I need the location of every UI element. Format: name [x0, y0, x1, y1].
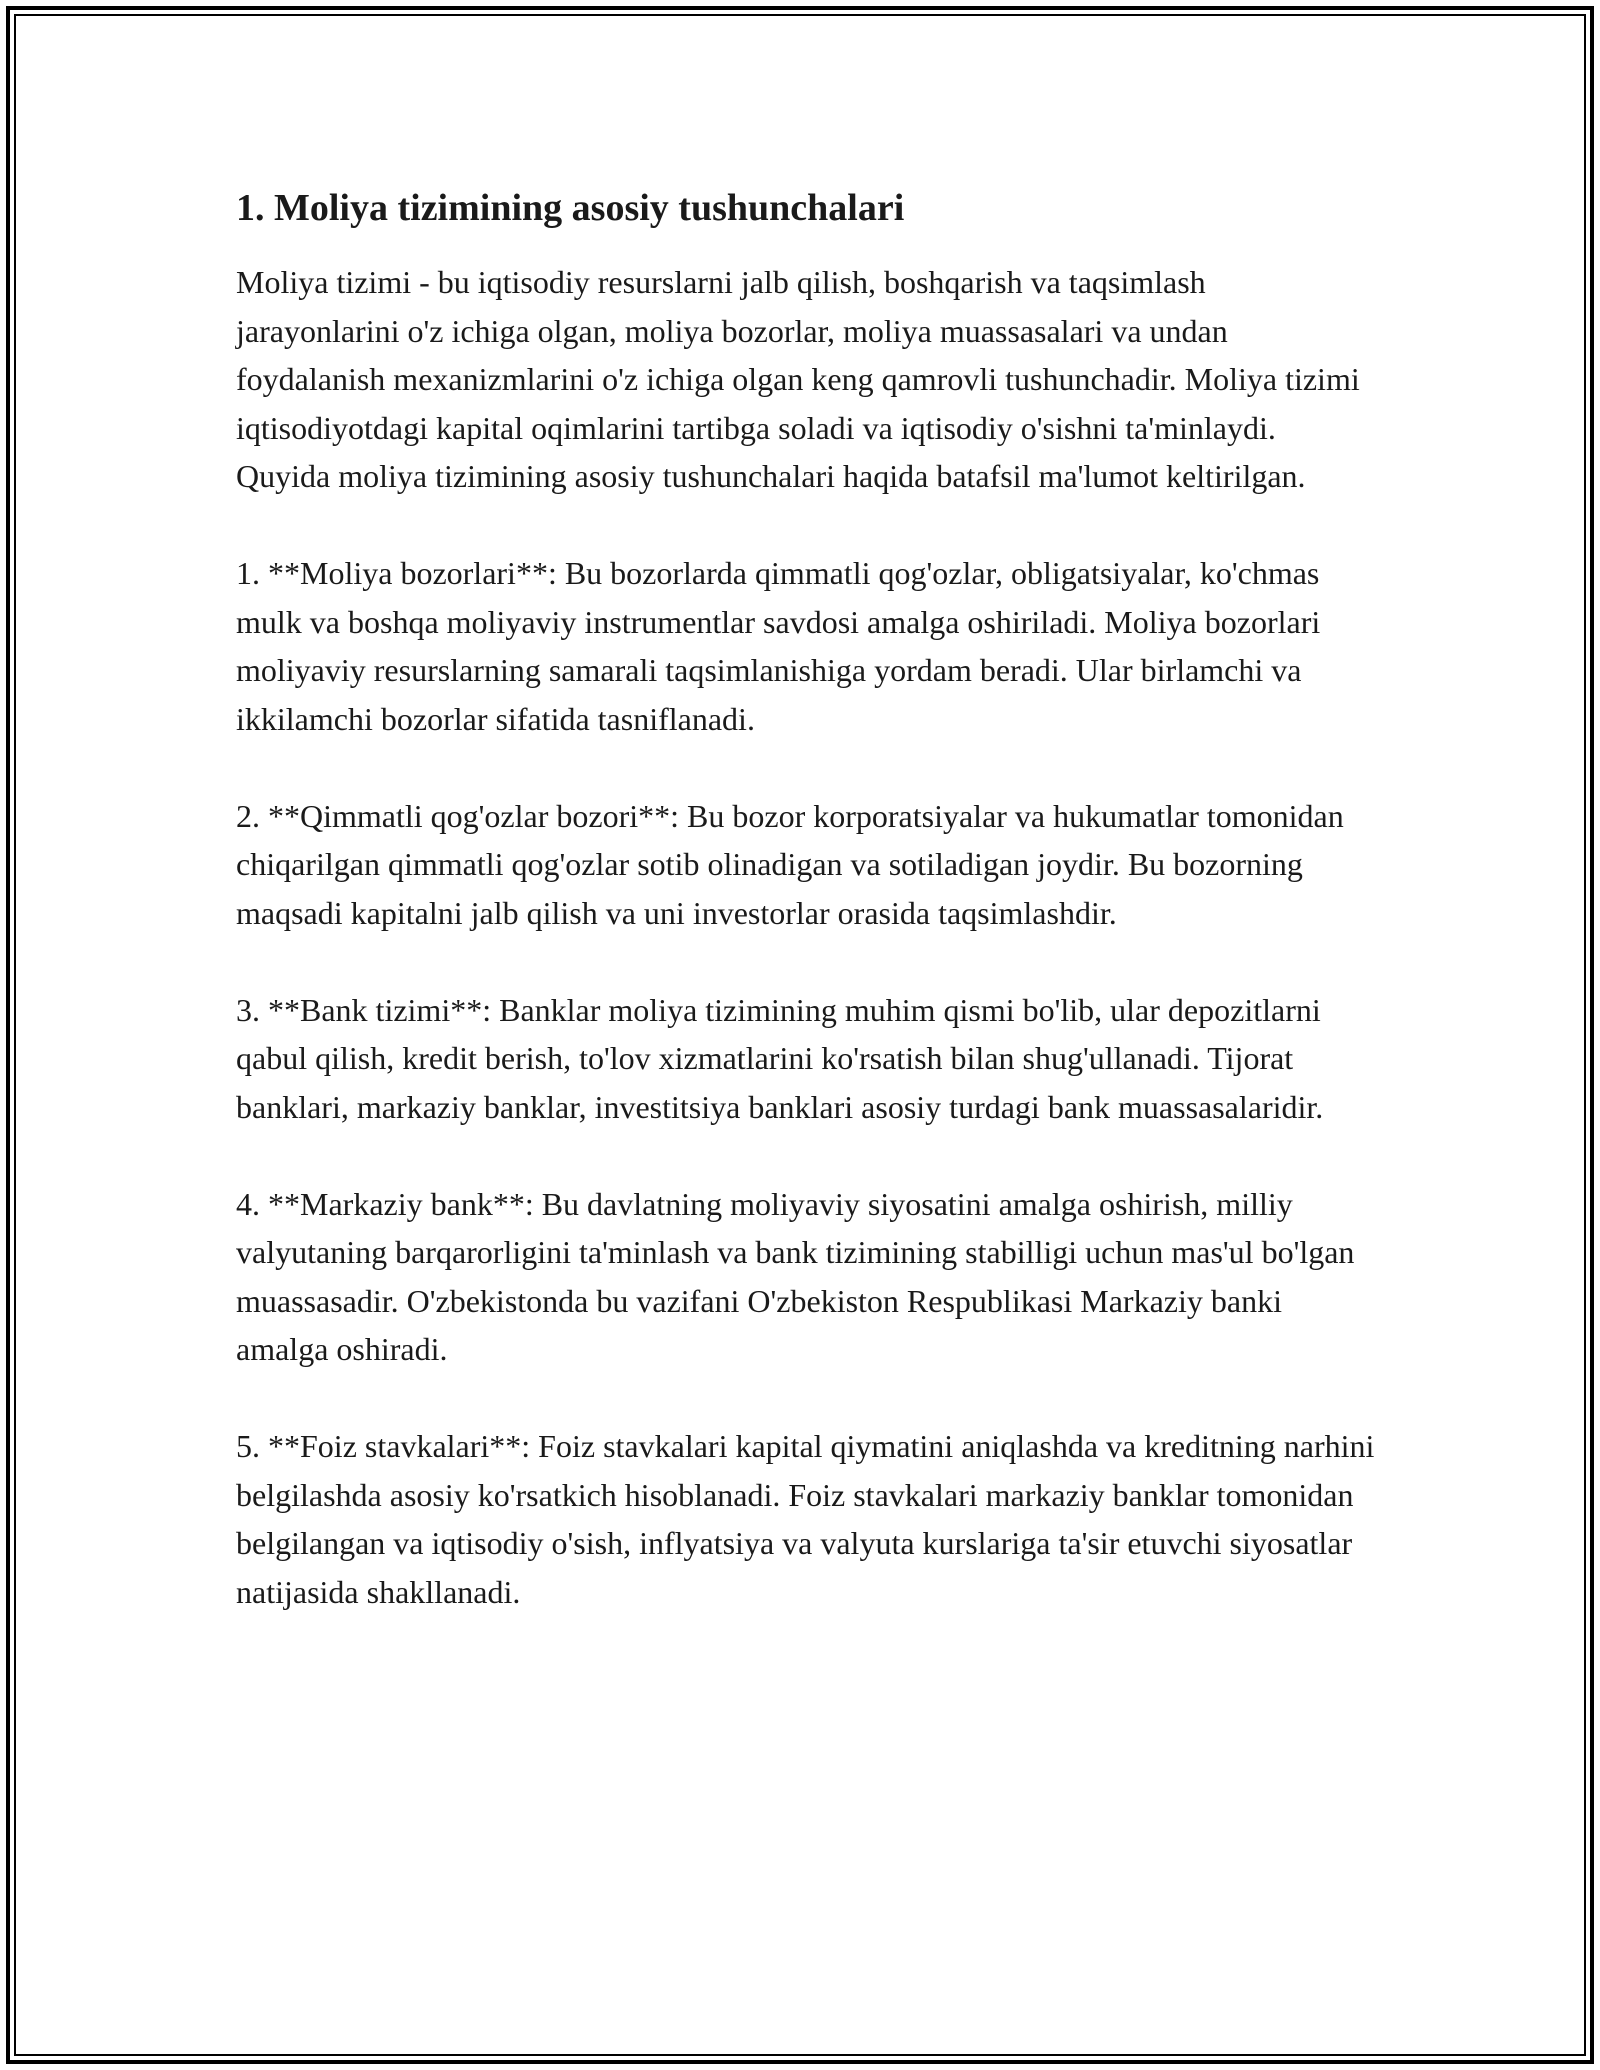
paragraph-bank-tizimi: 3. **Bank tizimi**: Banklar moliya tizimining muhim qismi bo'lib, ular depozitlarni qabul qilish, kredit berish, to'lov xizmatlarini ko'rsatish bilan shug'ullanadi. Tijorat banklari, markaziy banklar, investitsiya banklari asosiy turdagi bank muassasalaridir.	[236, 991, 1324, 1125]
paragraph-foiz-stavkalari: 5. **Foiz stavkalari**: Foiz stavkalari kapital qiymatini aniqlashda va kreditning narhini belgilashda asosiy ko'rsatkich hisoblanadi. Foiz stavkalari markaziy banklar tomonidan belgilangan va iqtisodiy o'sish, inflyatsiya va valyuta kurslariga ta'sir etuvchi siyosatlar natijasida shakllanadi.	[236, 1428, 1375, 1610]
document-body	[236, 184, 1376, 1665]
paragraph-moliya-bozorlari: 1. **Moliya bozorlari**: Bu bozorlarda qimmatli qog'ozlar, obligatsiyalar, ko'chmas mulk va boshqa moliyaviy instrumentlar savdosi amalga oshiriladi. Moliya bozorlari moliyaviy resurslarning samarali taqsimlanishiga yordam beradi. Ular birlamchi va ikkilamchi bozorlar sifatida tasniflanadi.	[236, 555, 1321, 737]
paragraph-qimmatli-qogozlar-bozori: 2. **Qimmatli qog'ozlar bozori**: Bu bozor korporatsiyalar va hukumatlar tomonidan chiqarilgan qimmatli qog'ozlar sotib olinadigan va sotiladigan joydir. Bu bozorning maqsadi kapitalni jalb qilish va uni investorlar orasida taqsimlashdir.	[236, 797, 1344, 931]
document-title: 1. Moliya tizimining asosiy tushunchalari	[236, 187, 905, 229]
paragraph-markaziy-bank: 4. **Markaziy bank**: Bu davlatning moliyaviy siyosatini amalga oshirish, milliy valyutaning barqarorligini ta'minlash va bank tizimining stabilligi uchun mas'ul bo'lgan muassasadir. O'zbekistonda bu vazifani O'zbekiston Respublikasi Markaziy banki amalga oshiradi.	[236, 1185, 1355, 1367]
intro-paragraph: Moliya tizimi - bu iqtisodiy resurslarni jalb qilish, boshqarish va taqsimlash jarayonlarini o'z ichiga olgan, moliya bozorlar, moliya muassasalari va undan foydalanish mexanizmlarini o'z ichiga olgan keng qamrovli tushunchadir. Moliya tizimi iqtisodiyotdagi kapital oqimlarini tartibga soladi va iqtisodiy o'sishni ta'minlaydi. Quyida moliya tizimining asosiy tushunchalari haqida batafsil ma'lumot keltirilgan.	[236, 264, 1360, 494]
